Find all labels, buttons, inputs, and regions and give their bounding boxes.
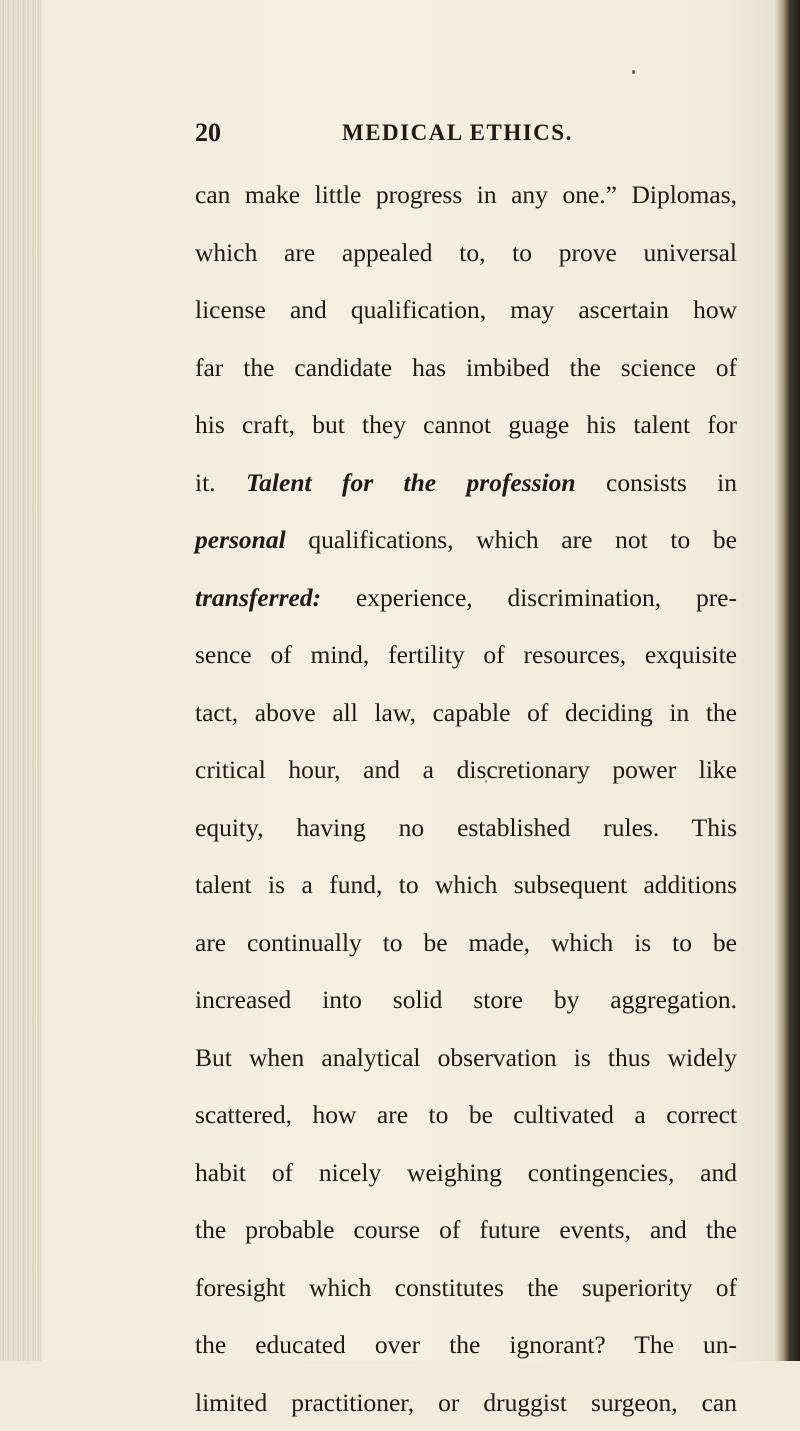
- text-line: [195, 1374, 737, 1431]
- text-line: [195, 569, 737, 627]
- text-run: foresight which constitutes the superiority of: [195, 1273, 737, 1302]
- text-run: the probable course of future events, and the: [195, 1215, 737, 1244]
- running-head-title: MEDICAL ETHICS.: [342, 120, 573, 146]
- text-run: which are appealed to, to prove universal: [195, 238, 737, 267]
- text-line: [195, 626, 737, 684]
- text-run: far the candidate has imbibed the science of: [195, 353, 737, 382]
- text-line: [195, 971, 737, 1029]
- italic-phrase: Talent for the profession: [246, 468, 576, 497]
- page-number: 20: [195, 118, 221, 148]
- text-line: [195, 281, 737, 339]
- text-line: [195, 1086, 737, 1144]
- text-run: experience, discrimination, pre-: [321, 583, 737, 612]
- body-text: [195, 166, 737, 1431]
- text-run: license and qualification, may ascertain how: [195, 295, 737, 324]
- text-line: [195, 799, 737, 857]
- text-line: [195, 1029, 737, 1087]
- italic-phrase: personal: [195, 525, 286, 554]
- page-fore-edge: [774, 0, 800, 1361]
- page-gutter-edge: [0, 0, 42, 1361]
- text-line: [195, 1144, 737, 1202]
- text-run: can make little progress in any one.” Diplomas,: [195, 180, 737, 209]
- text-run: scattered, how are to be cultivated a correct: [195, 1100, 737, 1129]
- text-line: [195, 1259, 737, 1317]
- text-line: [195, 741, 737, 799]
- text-run: habit of nicely weighing contingencies, and: [195, 1158, 737, 1187]
- text-run: are continually to be made, which is to be: [195, 928, 737, 957]
- text-run: limited practitioner, or druggist surgeon, can: [195, 1388, 737, 1417]
- running-head: [195, 118, 715, 152]
- text-run: his craft, but they cannot guage his talent for: [195, 410, 737, 439]
- text-run: it.: [195, 468, 246, 497]
- text-line: [195, 1201, 737, 1259]
- text-line: [195, 454, 737, 512]
- text-run: increased into solid store by aggregation.: [195, 985, 737, 1014]
- text-line: [195, 1316, 737, 1374]
- text-line: [195, 914, 737, 972]
- text-line: [195, 856, 737, 914]
- italic-phrase: transferred:: [195, 583, 321, 612]
- text-run: the educated over the ignorant? The un-: [195, 1330, 737, 1359]
- text-line: [195, 224, 737, 282]
- text-line: [195, 396, 737, 454]
- text-run: consists in: [576, 468, 737, 497]
- text-line: [195, 166, 737, 224]
- text-run: sence of mind, fertility of resources, exquisite: [195, 640, 737, 669]
- text-run: talent is a fund, to which subsequent additions: [195, 870, 737, 899]
- text-run: critical hour, and a discretionary power like: [195, 755, 737, 784]
- paper-fleck: [632, 70, 635, 74]
- text-line: [195, 684, 737, 742]
- text-run: But when analytical observation is thus widely: [195, 1043, 737, 1072]
- text-run: qualifications, which are not to be: [286, 525, 737, 554]
- text-line: [195, 511, 737, 569]
- text-line: [195, 339, 737, 397]
- text-run: equity, having no established rules. This: [195, 813, 737, 842]
- text-run: tact, above all law, capable of deciding in the: [195, 698, 737, 727]
